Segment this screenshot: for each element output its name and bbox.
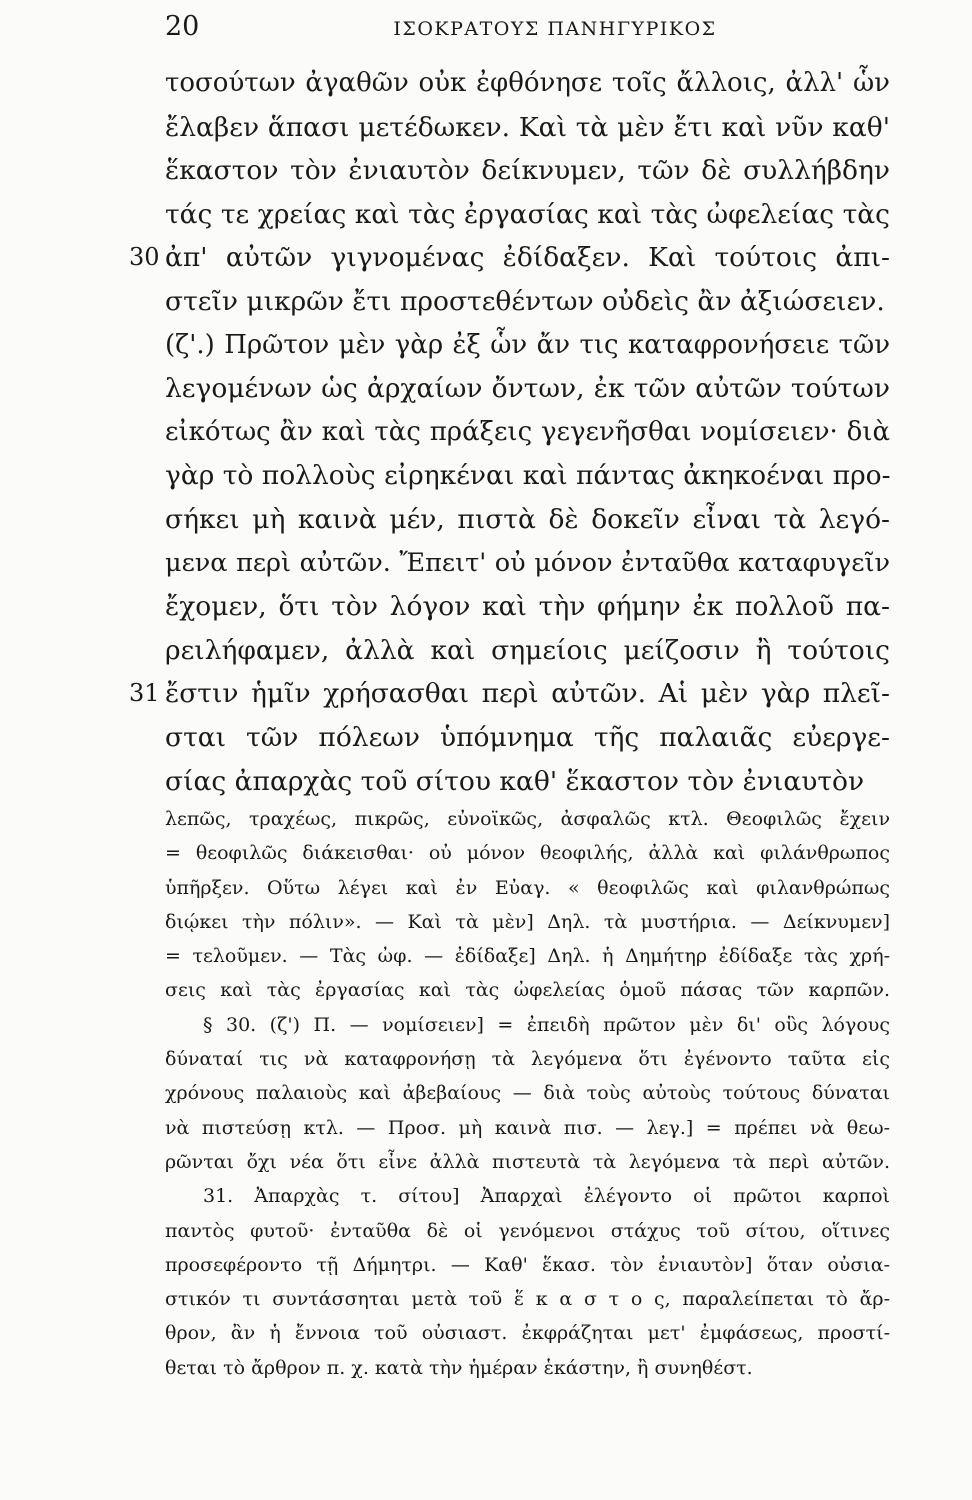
note-line: = τελοῦμεν. — Τὰς ὠφ. — ἐδίδαξε] Δηλ. ἡ Δημήτηρ ἐδίδαξε τὰς χρή- — [165, 945, 890, 968]
main-text-body — [129, 62, 891, 803]
page-number: 20 — [165, 11, 200, 42]
text-line-content: σίας ἀπαρχὰς τοῦ σίτου καθ' ἕκαστον τὸν ἐνιαυτὸν — [165, 765, 865, 797]
text-line-content: λεγομένων ὡς ἀρχαίων ὄντων, ἐκ τῶν αὐτῶν τούτων — [165, 373, 890, 405]
text-line-content: ἔχομεν, ὅτι τὸν λόγον καὶ τὴν φήμην ἐκ πολλοῦ πα- — [165, 591, 890, 623]
text-line — [165, 585, 890, 629]
note-line: νὰ πιστεύσῃ κτλ. — Προσ. μὴ καινὰ πισ. — λεγ.] = πρέπει νὰ θεω- — [165, 1116, 890, 1139]
text-line-content: ἀπ' αὐτῶν γιγνομένας ἐδίδαξεν. Καὶ τούτοις ἀπι- — [165, 242, 890, 274]
note-line: δύναταί τις νὰ καταφρονήσῃ τὰ λεγόμενα ὅτι ἐγένοντο ταῦτα εἰς — [165, 1048, 890, 1071]
text-line — [165, 454, 890, 498]
text-line — [165, 411, 890, 455]
page-header — [165, 10, 885, 44]
note-line: λεπῶς, τραχέως, πικρῶς, εὐνοϊκῶς, ἀσφαλῶς κτλ. Θεοφιλῶς ἔχειν — [165, 808, 890, 830]
text-line — [129, 236, 890, 280]
note-line: διῴκει τὴν πόλιν». — Καὶ τὰ μὲν] Δηλ. τὰ μυστήρια. — Δείκνυμεν] — [165, 910, 890, 933]
text-line-content: (ζ'.) Πρῶτον μὲν γὰρ ἐξ ὧν ἄν τις καταφρονήσειε τῶν — [165, 329, 890, 360]
note-line: ρῶνται ὄχι νέα ὅτι εἶνε ἀλλὰ πιστευτὰ τὰ λεγόμενα τὰ περὶ αὐτῶν. — [165, 1150, 890, 1173]
note-line: ὑπῆρξεν. Οὕτω λέγει καὶ ἐν Εὐαγ. « θεοφιλῶς καὶ φιλανθρώπως — [165, 876, 890, 899]
text-line — [165, 367, 890, 411]
text-line-content: τοσούτων ἀγαθῶν οὐκ ἐφθόνησε τοῖς ἄλλοις, ἀλλ' ὧν — [165, 68, 890, 98]
text-line-content: στεῖν μικρῶν ἔτι προστεθέντων οὐδεὶς ἂν ἀξιώσειεν. — [165, 285, 885, 317]
text-line — [165, 62, 890, 106]
section-number: 30 — [129, 243, 160, 272]
text-line-content: ἔστιν ἡμῖν χρήσασθαι περὶ αὐτῶν. Αἱ μὲν γὰρ πλεῖ- — [165, 678, 890, 710]
text-line-content: ρειλήφαμεν, ἀλλὰ καὶ σημείοις μείζοσιν ἢ τούτοις — [165, 634, 890, 666]
text-line — [165, 498, 890, 542]
note-line: σεις καὶ τὰς ἐργασίας καὶ τὰς ὠφελείας ὁμοῦ πάσας τῶν καρπῶν. — [165, 979, 890, 1002]
text-line-content: σήκει μὴ καινὰ μέν, πιστὰ δὲ δοκεῖν εἶναι τὰ λεγό- — [165, 503, 890, 535]
text-line-content: εἰκότως ἂν καὶ τὰς πράξεις γεγενῆσθαι νομίσειεν· διὰ — [165, 416, 890, 447]
note-line: § 30. (ζ') Π. — νομίσειεν] = ἐπειδὴ πρῶτον μὲν δι' οὓς λόγους — [203, 1013, 890, 1036]
text-line — [165, 193, 890, 237]
text-line — [165, 280, 890, 324]
text-line-content: ἕκαστον τὸν ἐνιαυτὸν δείκνυμεν, τῶν δὲ συλλήβδην — [165, 155, 890, 187]
text-line-content: τάς τε χρείας καὶ τὰς ἐργασίας καὶ τὰς ὠφελείας τὰς — [165, 198, 890, 230]
section-number: 31 — [129, 679, 160, 708]
text-line-content: γὰρ τὸ πολλοὺς εἰρηκέναι καὶ πάντας ἀκηκοέναι προ- — [165, 460, 891, 492]
note-line: θεται τὸ ἄρθρον π. χ. κατὰ τὴν ἡμέραν ἑκάστην, ἢ συνηθέστ. — [165, 1356, 753, 1379]
text-line — [165, 760, 890, 804]
text-line — [129, 672, 890, 716]
commentary-notes — [165, 802, 890, 1385]
note-line: παντὸς φυτοῦ· ἐνταῦθα δὲ οἱ γενόμενοι στάχυς τοῦ σίτου, οἵτινες — [165, 1219, 890, 1242]
note-line: χρόνους παλαιοὺς καὶ ἀβεβαίους — διὰ τοὺς αὐτοὺς τούτους δύναται — [165, 1082, 890, 1105]
text-line-content: σται τῶν πόλεων ὑπόμνημα τῆς παλαιᾶς εὐεργε- — [165, 721, 890, 753]
note-line: στικόν τι συντάσσηται μετὰ τοῦ ἕ κ α σ τ ο ς, παραλείπεται τὸ ἄρ- — [165, 1288, 890, 1311]
running-title: ΙΣΟΚΡΑΤΟΥΣ ΠΑΝΗΓΥΡΙΚΟΣ — [393, 18, 717, 40]
note-line: = θεοφιλῶς διάκεισθαι· οὐ μόνον θεοφιλής, ἀλλὰ καὶ φιλάνθρωπος — [165, 842, 890, 865]
text-line — [165, 324, 890, 368]
note-line: θρον, ἂν ἡ ἔννοια τοῦ οὐσιαστ. ἐκφράζηται μετ' ἐμφάσεως, προστί- — [165, 1322, 890, 1345]
text-line — [165, 149, 890, 193]
text-line — [165, 716, 890, 760]
note-line: 31. Ἀπαρχὰς τ. σίτου] Ἀπαρχαὶ ἐλέγοντο οἱ πρῶτοι καρποὶ — [203, 1185, 890, 1208]
text-line — [165, 542, 890, 586]
text-line — [165, 629, 890, 673]
note-line: προσεφέροντο τῇ Δήμητρι. — Καθ' ἕκασ. τὸν ἐνιαυτὸν] ὅταν οὐσια- — [165, 1253, 890, 1276]
text-line-content: ἔλαβεν ἅπασι μετέδωκεν. Καὶ τὰ μὲν ἔτι καὶ νῦν καθ' — [165, 111, 890, 143]
text-line-content: μενα περὶ αὐτῶν. Ἔπειτ' οὐ μόνον ἐνταῦθα καταφυγεῖν — [165, 547, 890, 578]
text-line — [165, 106, 890, 150]
